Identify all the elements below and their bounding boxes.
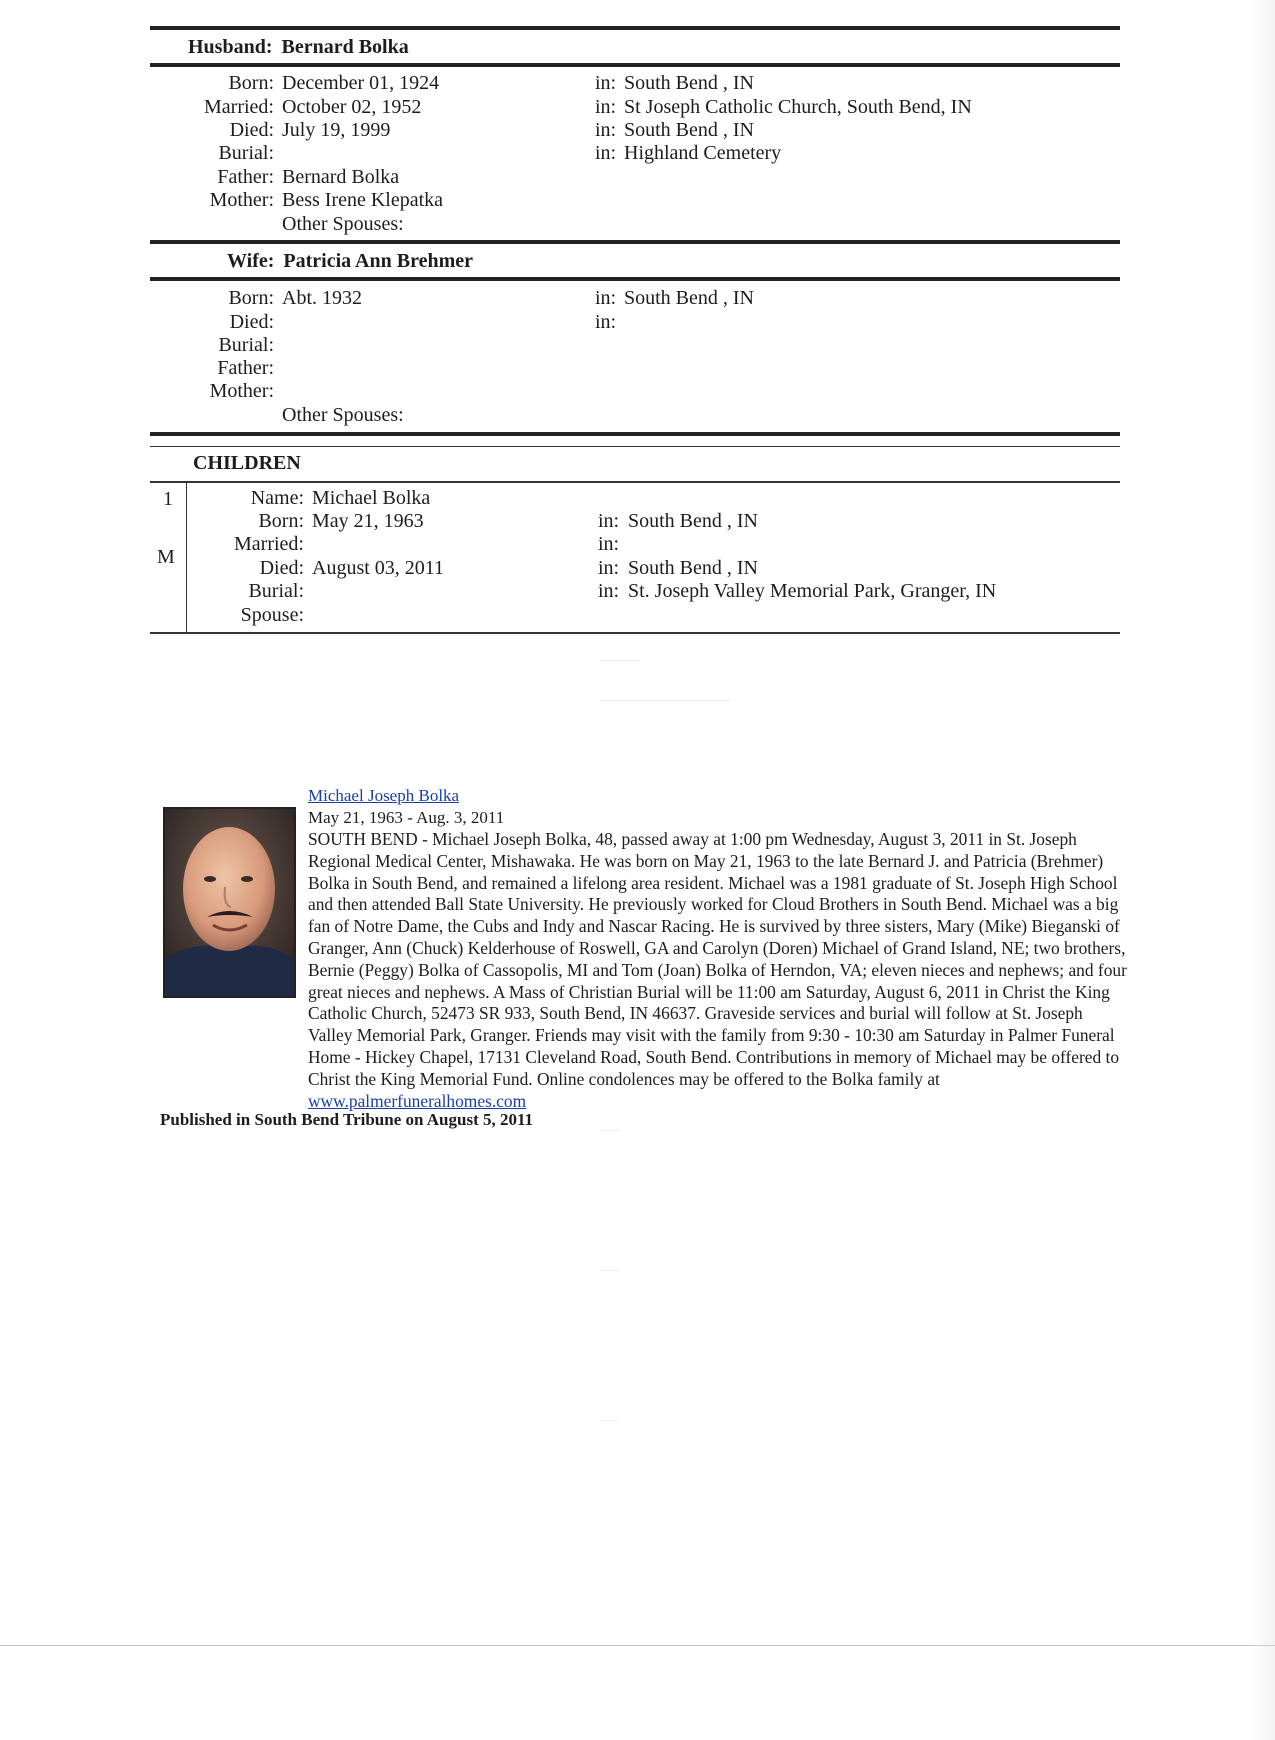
husband-father-value: Bernard Bolka [282, 166, 400, 188]
wife-born-date: Abt. 1932 [282, 287, 362, 309]
child1-born-in-label: in: [598, 510, 620, 532]
child1-burial-place: St. Joseph Valley Memorial Park, Granger, IN [628, 580, 997, 602]
ghost-line [600, 1270, 620, 1271]
wife-heading-label: Wife: [227, 250, 275, 272]
husband-rule [150, 63, 1120, 67]
husband-born-in-label: in: [595, 72, 617, 94]
obituary-dates: May 21, 1963 - Aug. 3, 2011 [308, 808, 505, 827]
obituary-body: SOUTH BEND - Michael Joseph Bolka, 48, passed away at 1:00 pm Wednesday, August 3, 2011 in St. Joseph Regional Medical Center, Mishawaka. He was born on May 21, 1963 to the late Bernard J. and Patricia (Brehmer) Bolka in South Bend, and remained a lifelong area resident. Michael was a 1981 graduate of St. Joseph High School and then attended Ball State University. He previously worked for Cloud Brothers in South Bend. Michael was a big fan of Notre Dame, the Cubs and Indy and Nascar Racing. He is survived by three sisters, Mary (Mike) Bieganski of Granger, Ann (Chuck) Kelderhouse of Roswell, GA and Carolyn (Doren) Michael of Grand Island, NE; two brothers, Bernie (Peggy) Bolka of Cassopolis, MI and Tom (Joan) Bolka of Herndon, VA; eleven nieces and nephews; and four great nieces and nephews. A Mass of Christian Burial will be 11:00 am Saturday, August 6, 2011 in Christ the King Catholic Church, 52473 SR 933, South Bend, IN 46637. Graveside services and burial will follow at St. Joseph Valley Memorial Park, Granger. Friends may visit with the family from 9:30 - 10:30 am Saturday in Palmer Funeral Home - Hickey Chapel, 17131 Cleveland Road, South Bend. Contributions in memory of Michael may be offered to Christ the King Memorial Fund. Online condolences may be offered to the Bolka family at [308, 829, 1127, 1089]
child1-married-in-label: in: [598, 533, 620, 555]
child1-number: 1 [163, 488, 173, 510]
wife-died-label: Died: [229, 311, 274, 333]
husband-born-date: December 01, 1924 [282, 72, 440, 94]
husband-burial-in-label: in: [595, 142, 617, 164]
child1-born-label: Born: [258, 510, 304, 532]
husband-name: Bernard Bolka [281, 36, 409, 58]
child1-died-place: South Bend , IN [628, 557, 758, 579]
wife-burial-label: Burial: [218, 334, 274, 356]
child1-died-date: August 03, 2011 [312, 557, 445, 579]
husband-married-place: St Joseph Catholic Church, South Bend, IN [624, 96, 972, 118]
husband-father-label: Father: [217, 166, 274, 188]
husband-other-spouses: Other Spouses: [282, 213, 404, 235]
wife-father-label: Father: [217, 357, 274, 379]
child1-born-date: May 21, 1963 [312, 510, 424, 532]
wife-born-in-label: in: [595, 287, 617, 309]
children-top-rule [150, 432, 1120, 436]
husband-married-date: October 02, 1952 [282, 96, 422, 118]
child1-married-label: Married: [234, 533, 304, 555]
wife-top-rule [150, 240, 1120, 244]
scan-edge-shade [1250, 0, 1275, 1740]
child1-name-label: Name: [250, 487, 304, 509]
child1-died-label: Died: [259, 557, 304, 579]
husband-heading [188, 36, 409, 59]
child1-name-value: Michael Bolka [312, 487, 431, 509]
wife-mother-label: Mother: [209, 380, 274, 402]
wife-born-place: South Bend , IN [624, 287, 754, 309]
obituary-published-line: Published in South Bend Tribune on August 5, 2011 [160, 1110, 534, 1129]
wife-rule [150, 277, 1120, 281]
photo-float-spacer [160, 829, 308, 1024]
husband-married-in-label: in: [595, 96, 617, 118]
wife-born-label: Born: [228, 287, 274, 309]
ghost-line [600, 660, 640, 661]
wife-name: Patricia Ann Brehmer [283, 250, 474, 272]
top-rule [150, 26, 1120, 30]
husband-married-label: Married: [204, 96, 274, 118]
wife-other-spouses: Other Spouses: [282, 404, 404, 426]
child1-burial-label: Burial: [248, 580, 304, 602]
wife-died-in-label: in: [595, 311, 617, 333]
child1-died-in-label: in: [598, 557, 620, 579]
children-heading-rule [150, 481, 1120, 483]
husband-mother-value: Bess Irene Klepatka [282, 189, 444, 211]
husband-burial-place: Highland Cemetery [624, 142, 782, 164]
husband-died-in-label: in: [595, 119, 617, 141]
ghost-line [600, 1130, 620, 1131]
ghost-line [600, 700, 730, 701]
funeral-home-link[interactable]: www.palmerfuneralhomes.com [308, 1090, 527, 1111]
husband-died-place: South Bend , IN [624, 119, 754, 141]
wife-heading [227, 250, 473, 273]
scan-bottom-edge [0, 1645, 1275, 1646]
husband-born-label: Born: [228, 72, 274, 94]
obituary-text-block [160, 829, 1130, 1112]
obituary-title-link[interactable]: Michael Joseph Bolka [308, 786, 460, 805]
child-number-column-divider [186, 483, 187, 634]
husband-born-place: South Bend , IN [624, 72, 754, 94]
husband-died-label: Died: [229, 119, 274, 141]
children-top-rule-thin [150, 446, 1120, 447]
children-bottom-rule [150, 632, 1120, 634]
child1-born-place: South Bend , IN [628, 510, 758, 532]
husband-burial-label: Burial: [218, 142, 274, 164]
child1-burial-in-label: in: [598, 580, 620, 602]
ghost-line [600, 1420, 620, 1421]
husband-heading-label: Husband: [188, 36, 273, 58]
obituary-wrap [308, 829, 1130, 1112]
husband-mother-label: Mother: [209, 189, 274, 211]
child1-spouse-label: Spouse: [240, 604, 304, 626]
husband-died-date: July 19, 1999 [282, 119, 391, 141]
child1-sex: M [157, 546, 175, 568]
children-heading: CHILDREN [193, 452, 301, 474]
